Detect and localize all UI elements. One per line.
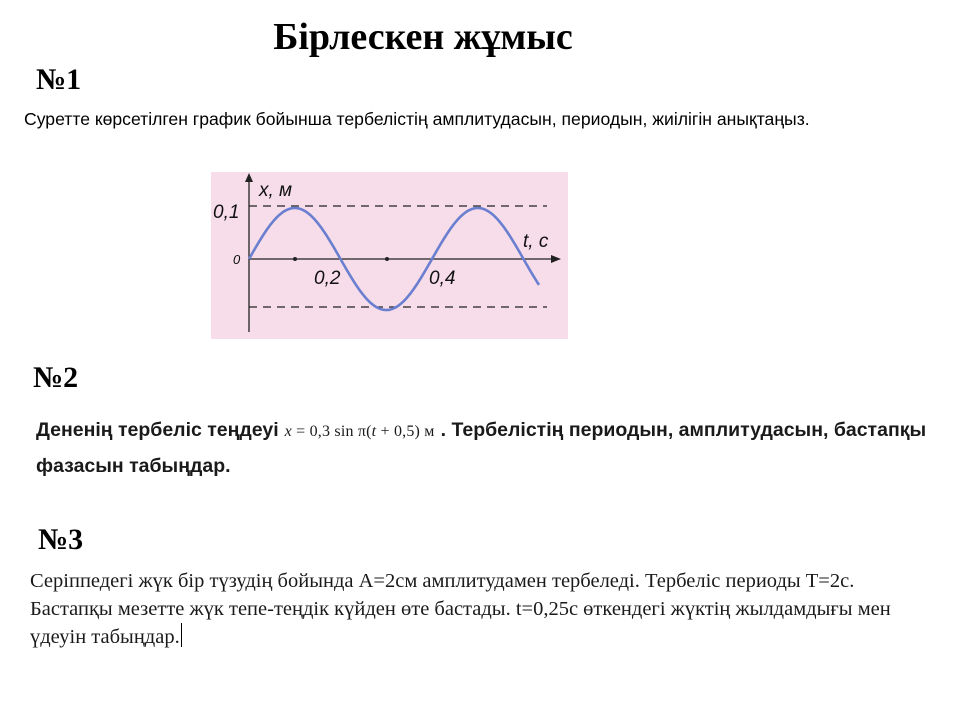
formula-mid: = 0,3 sin π( xyxy=(291,423,372,440)
oscillation-graph-svg xyxy=(211,172,568,339)
task-3-body: Серіппедегі жүк бір түзудің бойында А=2см амплитудамен тербеледі. Тербеліс периоды Т=2с. Бастапқы мезетте жүк тепе-теңдік күйден өте бастады. t=0,25с өткендегі жүктің жылдамдығы мен үдеуін табыңдар. xyxy=(30,570,891,648)
formula-t: t xyxy=(371,423,377,440)
task-3-text xyxy=(30,567,940,651)
oscillation-graph xyxy=(211,172,568,339)
y-axis-label: x, м xyxy=(259,180,293,201)
text-cursor xyxy=(181,623,183,647)
task-2-text-end: . Тербелістің периодын, амплитудасын, бастапқы фазасын табыңдар. xyxy=(36,419,927,477)
x-tick-label: 0,2 xyxy=(314,268,341,289)
x-tick-dot xyxy=(385,257,389,261)
origin-label: 0 xyxy=(233,252,241,267)
task-1-text: Суретте көрсетілген график бойынша тербелістің амплитудасын, периодын, жиілігін анықтаңыз. xyxy=(24,109,810,129)
x-tick-dot xyxy=(293,257,297,261)
oscillation-equation xyxy=(279,423,441,440)
task-3-number: №3 xyxy=(38,523,84,556)
x-axis-arrow xyxy=(551,255,561,263)
formula-end: + 0,5) м xyxy=(376,423,435,440)
task-2-text-start: Дененің тербеліс теңдеуі xyxy=(36,419,279,441)
task-1-number: №1 xyxy=(36,63,82,96)
formula-x: x xyxy=(284,423,292,440)
task-2-text xyxy=(36,413,936,483)
task-2-number: №2 xyxy=(33,361,79,394)
x-tick-label: 0,4 xyxy=(429,268,456,289)
page-title: Бірлескен жұмыс xyxy=(273,16,573,58)
y-axis-arrow xyxy=(245,173,253,182)
y-tick-label: 0,1 xyxy=(213,202,240,223)
x-axis-label: t, с xyxy=(523,231,549,252)
